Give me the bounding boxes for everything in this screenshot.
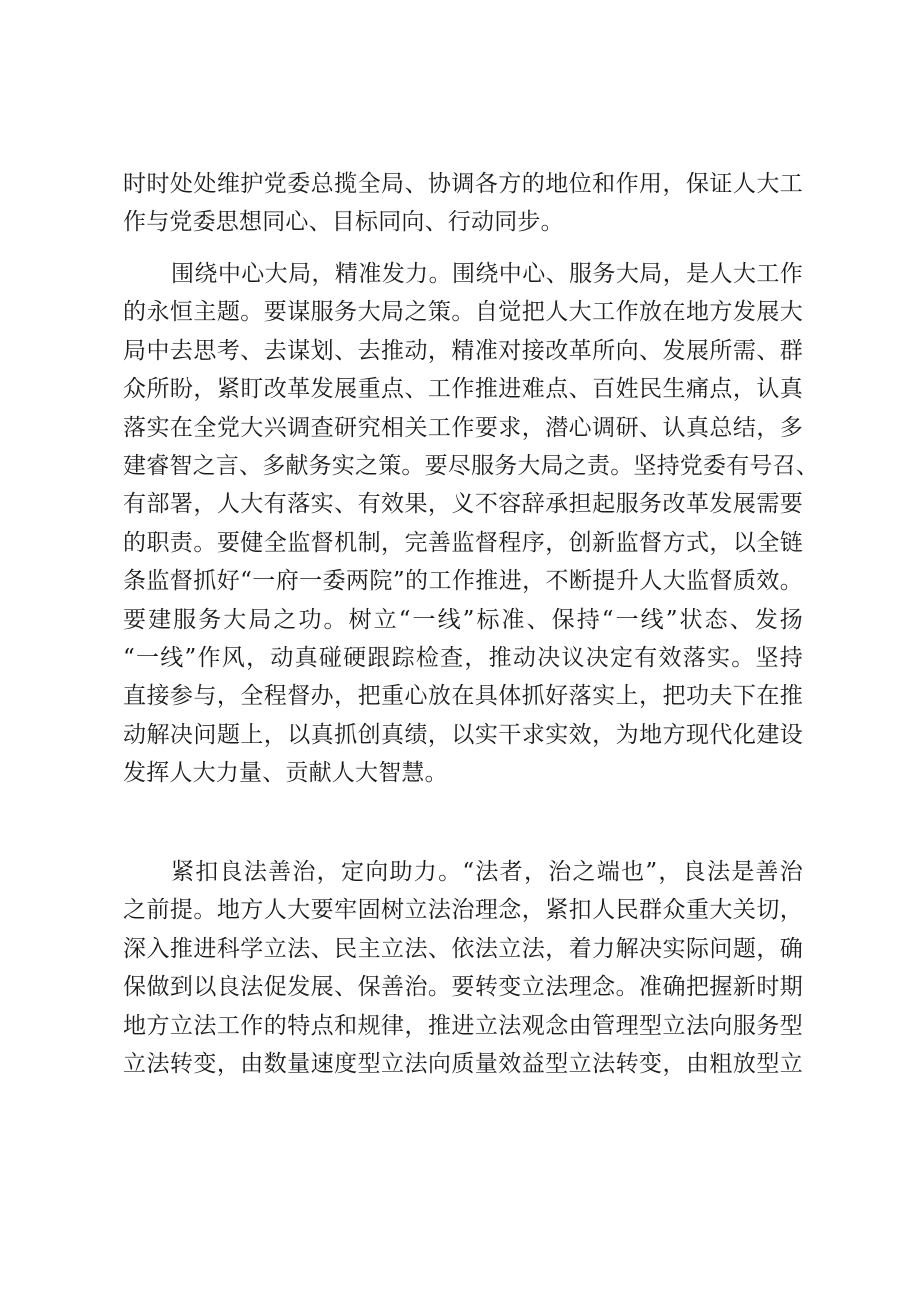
- text-line: 地方立法工作的特点和规律，推进立法观念由管理型立法向服务型: [123, 1012, 803, 1039]
- paragraph-3: [123, 853, 803, 1083]
- text-line: 有部署，人大有落实、有效果，义不容辞承担起服务改革发展需要: [123, 491, 803, 518]
- text-line: 要建服务大局之功。树立“一线”标准、保持“一线”状态、发扬: [123, 606, 803, 633]
- text-line: 落实在全党大兴调查研究相关工作要求，潜心调研、认真总结，多: [123, 414, 803, 441]
- paragraph-1: [123, 165, 803, 242]
- text-line: 直接参与，全程督办，把重心放在具体抓好落实上，把功夫下在推: [123, 683, 803, 710]
- text-line: 条监督抓好“一府一委两院”的工作推进，不断提升人大监督质效。: [123, 568, 803, 595]
- text-line: 的永恒主题。要谋服务大局之策。自觉把人大工作放在地方发展大: [123, 299, 803, 326]
- text-line: 作与党委思想同心、目标同向、行动同步。: [123, 209, 564, 236]
- paragraph-2: [123, 255, 819, 792]
- text-line: 的职责。要健全监督机制，完善监督程序，创新监督方式，以全链: [123, 529, 803, 556]
- text-line: 建睿智之言、多献务实之策。要尽服务大局之责。坚持党委有号召、: [123, 452, 819, 479]
- text-line: 众所盼，紧盯改革发展重点、工作推进难点、百姓民生痛点，认真: [123, 376, 803, 403]
- text-line: 时时处处维护党委总揽全局、协调各方的地位和作用，保证人大工: [123, 171, 803, 197]
- text-line: 之前提。地方人大要牢固树立法治理念，紧扣人民群众重大关切，: [123, 897, 803, 924]
- text-line: 深入推进科学立法、民主立法、依法立法，着力解决实际问题，确: [123, 935, 803, 962]
- text-line: “一线”作风，动真碰硬跟踪检查，推动决议决定有效落实。坚持: [123, 644, 803, 671]
- text-line: 局中去思考、去谋划、去推动，精准对接改革所向、发展所需、群: [123, 337, 803, 364]
- text-line: 紧扣良法善治，定向助力。“法者，治之端也”，良法是善治: [171, 859, 803, 885]
- text-line: 立法转变，由数量速度型立法向质量效益型立法转变，由粗放型立: [123, 1050, 803, 1077]
- text-line: 发挥人大力量、贡献人大智慧。: [123, 760, 448, 787]
- text-line: 保做到以良法促发展、保善治。要转变立法理念。准确把握新时期: [123, 974, 803, 1001]
- text-line: 动解决问题上，以真抓创真绩，以实干求实效，为地方现代化建设: [123, 721, 803, 748]
- text-line: 围绕中心大局，精准发力。围绕中心、服务大局，是人大工作: [171, 261, 803, 287]
